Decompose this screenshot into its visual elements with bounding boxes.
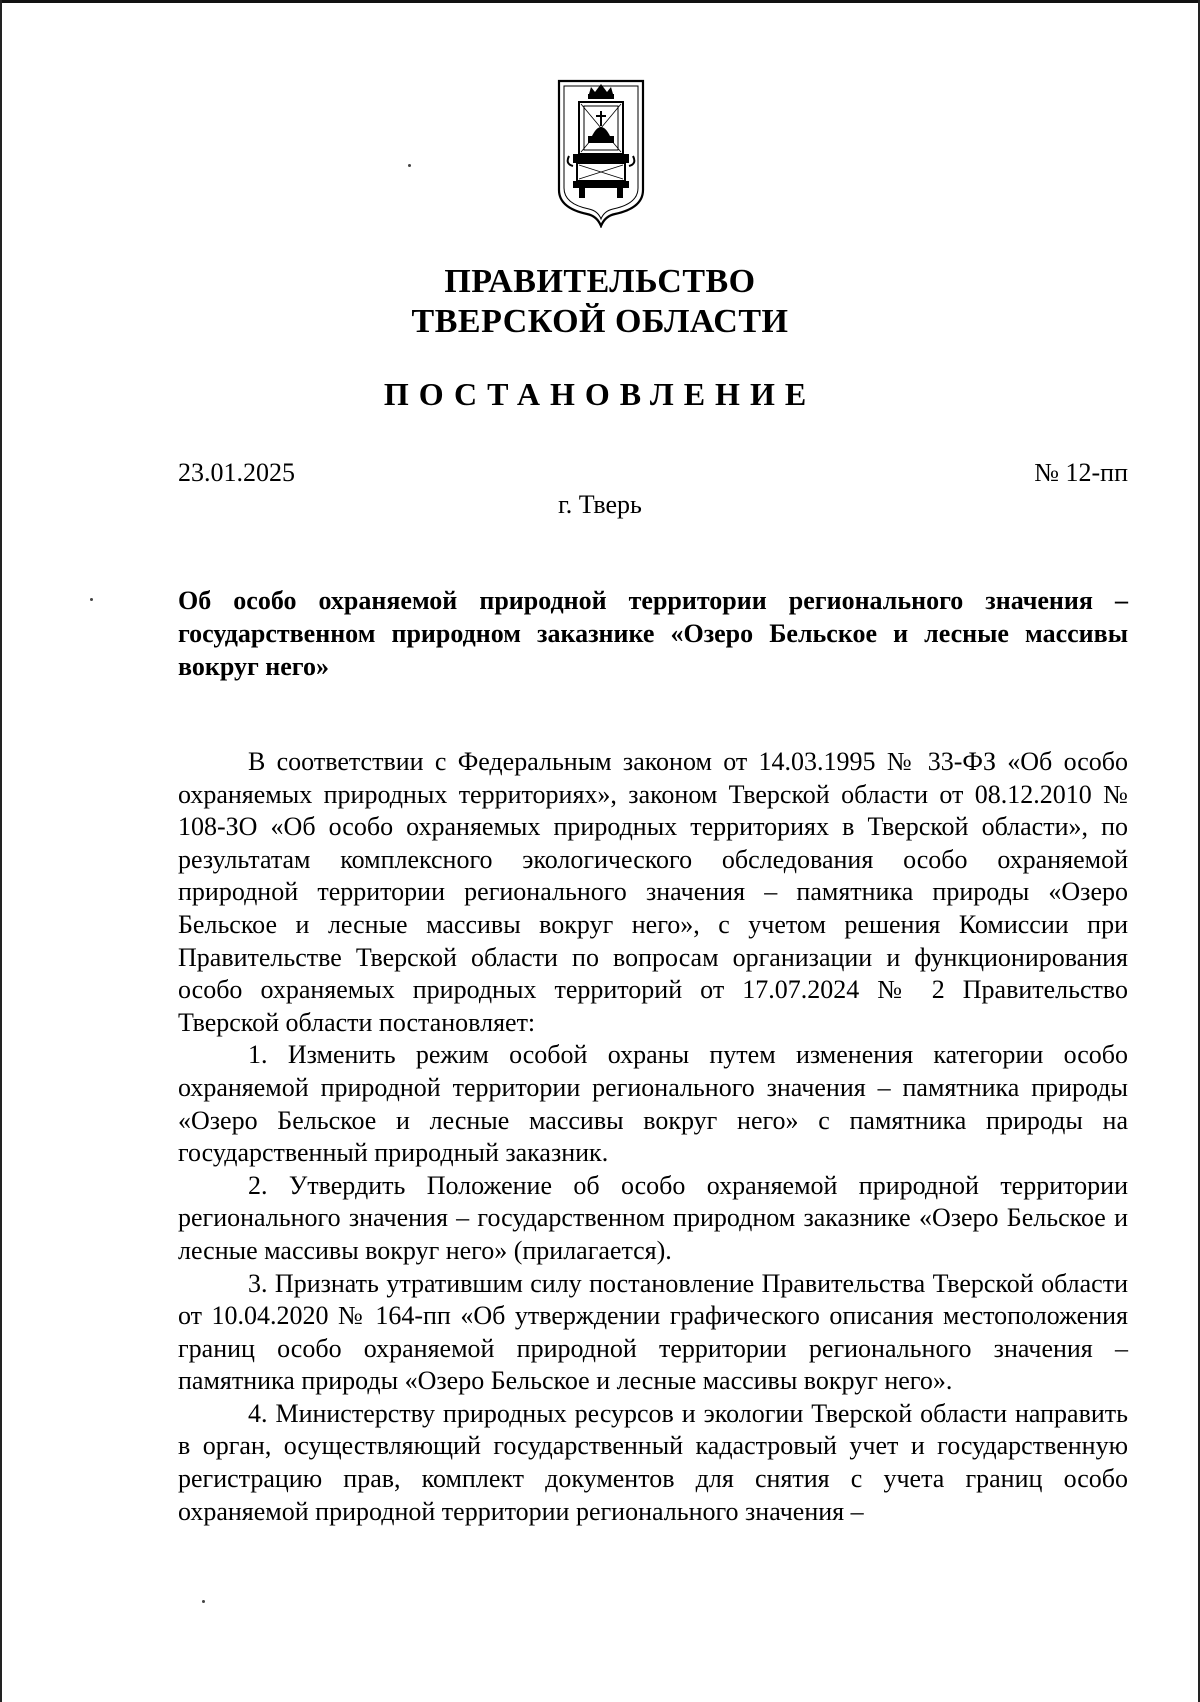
- document-title: Об особо охраняемой природной территории регионального значения – государственном природном заказнике «Озеро Бельское и лесные массивы вокруг него»: [178, 586, 1128, 681]
- page-border-top: [0, 0, 1200, 3]
- document-body: [178, 746, 1128, 1528]
- document-number: № 12-пп: [1034, 458, 1128, 487]
- scan-speck: [408, 164, 411, 167]
- document-city: г. Тверь: [558, 490, 642, 519]
- preamble-paragraph: В соответствии с Федеральным законом от 14.03.1995 № 33-ФЗ «Об особо охраняемых природных территориях», законом Тверской области от 08.12.2010 № 108-ЗО «Об особо охраняемых природных территориях в Тверской области», по результатам комплексного экологического обследования особо охраняемой природной территории регионального значения – памятника природы «Озеро Бельское и лесные массивы вокруг него», с учетом решения Комиссии при Правительстве Тверской области по вопросам организации и функционирования особо охраняемых природных территорий от 17.07.2024 № 2 Правительство Тверской области постановляет:: [178, 747, 1128, 1037]
- org-name-line1: ПРАВИТЕЛЬСТВО: [444, 263, 756, 300]
- scan-speck: [202, 1600, 205, 1603]
- page-border-left: [0, 0, 2, 1702]
- clause-3: 3. Признать утратившим силу постановление Правительства Тверской области от 10.04.2020 № 164-пп «Об утверждении графического описания местоположения границ особо охраняемой природной территории регионального значения – памятника природы «Озеро Бельское и лесные массивы вокруг него».: [178, 1268, 1128, 1396]
- clause-2: 2. Утвердить Положение об особо охраняемой природной территории регионального значения – государственном природном заказнике «Озеро Бельское и лесные массивы вокруг него» (прилагается).: [178, 1170, 1128, 1265]
- scan-speck: [90, 598, 93, 601]
- tver-coat-of-arms-icon: [555, 78, 647, 228]
- document-type: ПОСТАНОВЛЕНИЕ: [383, 376, 817, 412]
- clause-4: 4. Министерству природных ресурсов и экологии Тверской области направить в орган, осуществляющий государственный кадастровый учет и государственную регистрацию прав, комплект документов для снятия с учета границ особо охраняемой природной территории регионального значения –: [178, 1398, 1128, 1526]
- clause-1: 1. Изменить режим особой охраны путем изменения категории особо охраняемой природной территории регионального значения – памятника природы «Озеро Бельское и лесные массивы вокруг него» с памятника природы на государственный природный заказник.: [178, 1040, 1128, 1168]
- document-date: 23.01.2025: [178, 458, 295, 487]
- org-name-line2: ТВЕРСКОЙ ОБЛАСТИ: [411, 303, 789, 340]
